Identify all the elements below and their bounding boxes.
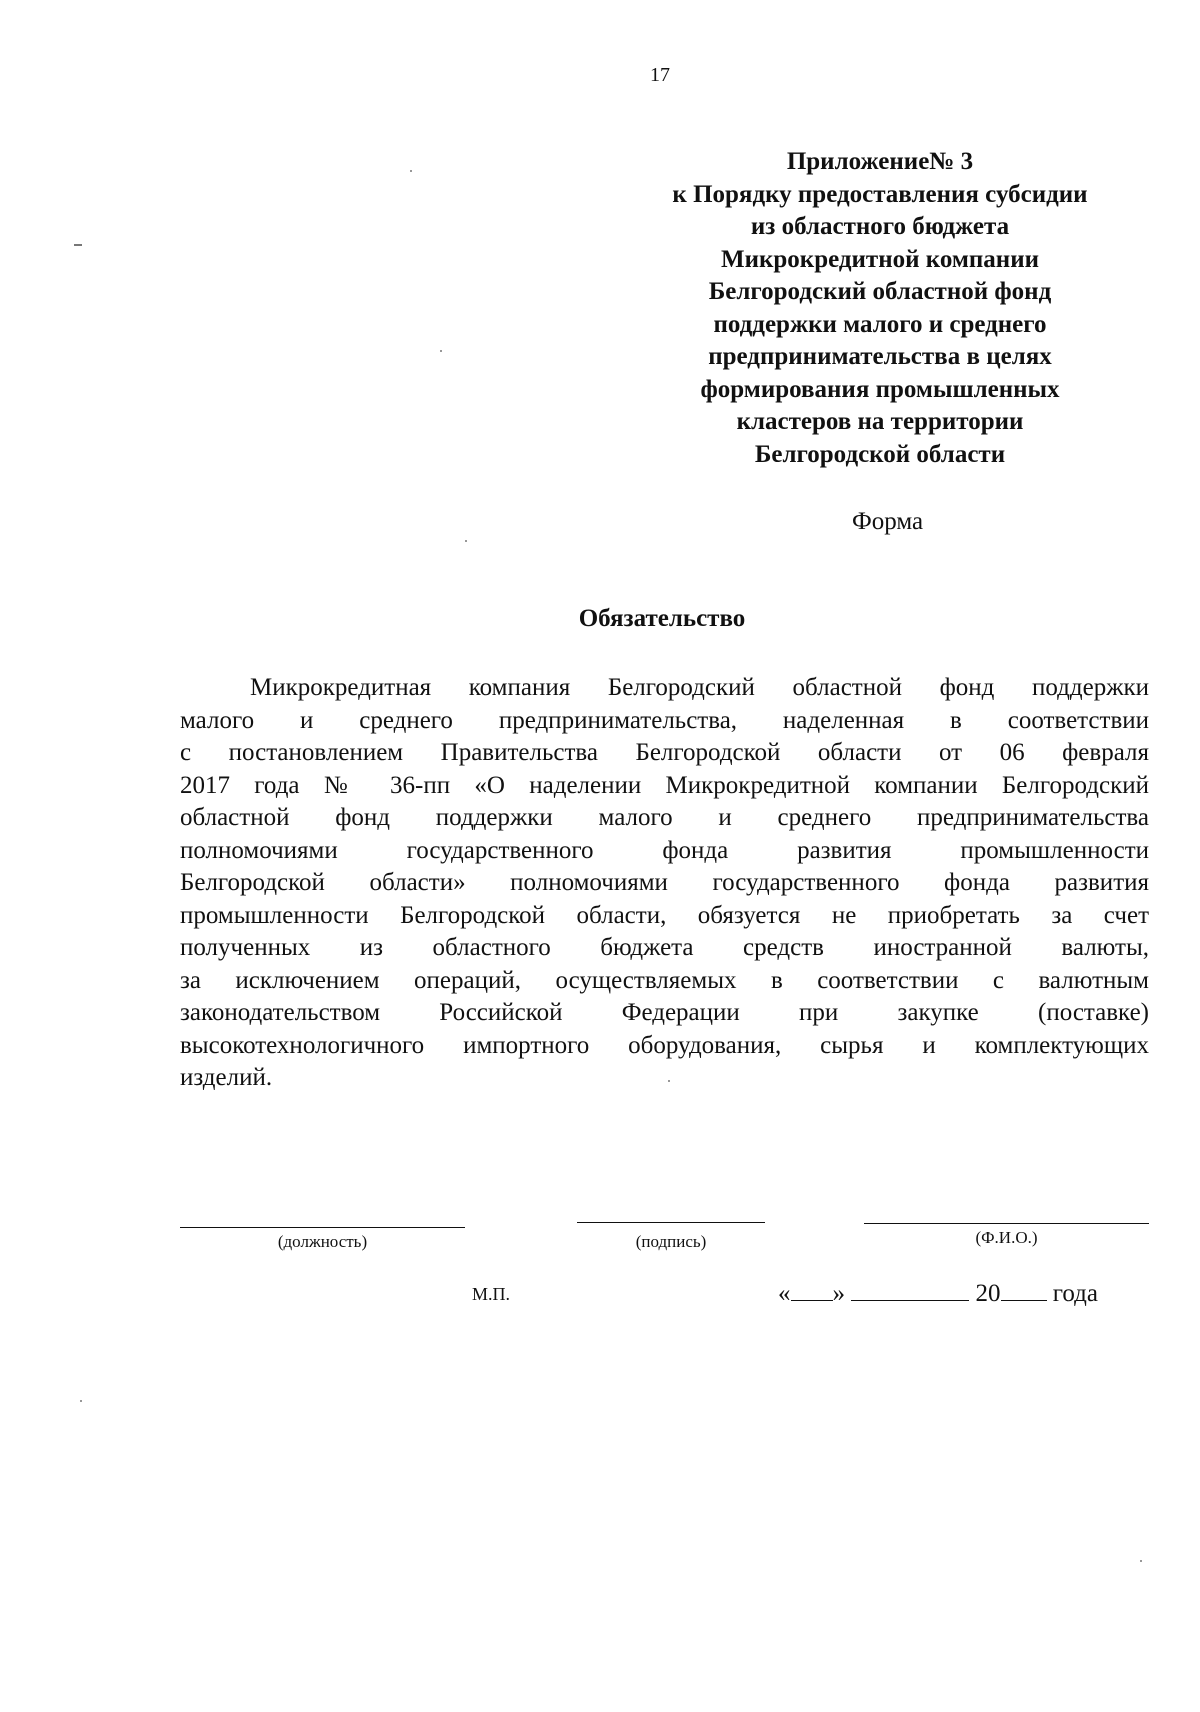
paragraph-line: Микрокредитная компания Белгородский областной фонд поддержки: [250, 674, 1149, 701]
paragraph-line: за исключением операций, осуществляемых в соответствии с валютным: [180, 966, 1149, 994]
appendix-line: предпринимательства в целях: [708, 343, 1052, 370]
scan-speck: [668, 1080, 670, 1082]
page-number: 17: [650, 64, 670, 86]
commitment-paragraph: [180, 672, 1149, 1095]
paragraph-line: 2017 года № 36-пп «О наделении Микрокредитной компании Белгородский: [180, 771, 1149, 799]
appendix-line: Микрокредитной компании: [720, 245, 1040, 273]
appendix-line: из областного бюджета: [750, 213, 1010, 240]
date-close-quote: »: [832, 1280, 845, 1307]
paragraph-line: промышленности Белгородской области, обязуется не приобретать за счет: [180, 901, 1149, 929]
appendix-line: Приложение№ 3: [786, 148, 974, 175]
form-label: Форма: [852, 508, 924, 535]
paragraph-line: полномочиями государственного фонда развития промышленности: [180, 836, 1149, 864]
paragraph-line: полученных из областного бюджета средств иностранной валюты,: [180, 934, 1149, 961]
appendix-line: Белгородский областной фонд: [708, 278, 1052, 305]
day-blank[interactable]: [791, 1280, 833, 1301]
appendix-header: [620, 146, 1140, 471]
paragraph-line: малого и среднего предпринимательства, наделенная в соответствии: [180, 706, 1149, 734]
date-row: [778, 1280, 1098, 1308]
position-caption: (должность): [277, 1232, 368, 1251]
signature-caption: (подпись): [635, 1232, 707, 1251]
position-signature-line[interactable]: [180, 1227, 465, 1228]
appendix-line: к Порядку предоставления субсидии: [672, 180, 1088, 208]
scan-speck: [80, 1400, 82, 1402]
name-signature-line[interactable]: [864, 1223, 1149, 1224]
appendix-line: Белгородской области: [754, 440, 1006, 468]
scan-speck: [74, 244, 82, 246]
appendix-line: поддержки малого и среднего: [713, 310, 1047, 338]
paragraph-line: изделий.: [180, 1064, 273, 1091]
signature-line[interactable]: [577, 1222, 765, 1223]
paragraph-line: с постановлением Правительства Белгородской области от 06 февраля: [180, 739, 1149, 766]
appendix-line: формирования промышленных: [700, 375, 1060, 403]
scan-speck: [440, 350, 442, 352]
document-title: Обязательство: [578, 605, 746, 632]
year-prefix: 20: [975, 1280, 1001, 1307]
year-suffix: года: [1052, 1280, 1098, 1307]
name-caption: (Ф.И.О.): [975, 1228, 1038, 1247]
appendix-line: кластеров на территории: [736, 408, 1024, 435]
scan-speck: [465, 540, 467, 542]
paragraph-line: законодательством Российской Федерации при закупке (поставке): [180, 999, 1149, 1026]
scan-speck: [410, 170, 412, 172]
month-blank[interactable]: [851, 1280, 969, 1301]
scan-speck: [1140, 1560, 1142, 1562]
paragraph-line: областной фонд поддержки малого и среднего предпринимательства: [180, 804, 1149, 831]
year-blank[interactable]: [1001, 1280, 1047, 1301]
stamp-label: М.П.: [472, 1284, 511, 1304]
paragraph-line: высокотехнологичного импортного оборудования, сырья и комплектующих: [180, 1031, 1149, 1059]
paragraph-line: Белгородской области» полномочиями государственного фонда развития: [180, 869, 1149, 896]
date-open-quote: «: [778, 1280, 791, 1307]
